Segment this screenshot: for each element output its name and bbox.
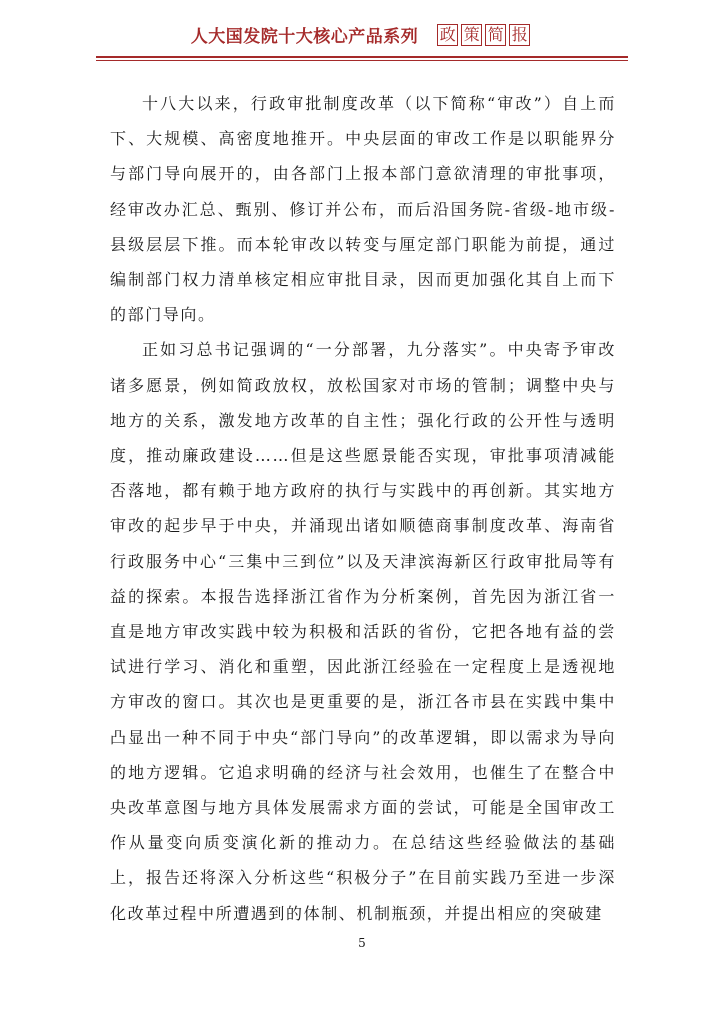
header-rule-thick <box>96 56 628 58</box>
paragraph: 正如习总书记强调的“一分部署，九分落实”。中央寄予审改诸多愿景，例如简政放权，放松国家对市场的管制；调整中央与地方的关系，激发地方改革的自主性；强化行政的公开性与透明度，推动廉政建设……但是这些愿景能否实现，审批事项清减能否落地，都有赖于地方政府的执行与实践中的再创新。其实地方审改的起步早于中央，并涌现出诸如顺德商事制度改革、海南省行政服务中心“三集中三到位”以及天津滨海新区行政审批局等有益的探索。本报告选择浙江省作为分析案例，首先因为浙江省一直是地方审改实践中较为积极和活跃的省份，它把各地有益的尝试进行学习、消化和重塑，因此浙江经验在一定程度上是透视地方审改的窗口。其次也是更重要的是，浙江各市县在实践中集中凸显出一种不同于中央“部门导向”的改革逻辑，即以需求为导向的地方逻辑。它追求明确的经济与社会效用，也催生了在整合中央改革意图与地方具体发展需求方面的尝试，可能是全国审改工作从量变向质变演化新的推动力。在总结这些经验做法的基础上，报告还将深入分析这些“积极分子”在目前实践乃至进一步深化改革过程中所遭遇到的体制、机制瓶颈，并提出相应的突破建 <box>110 340 616 923</box>
paragraph: 十八大以来，行政审批制度改革（以下简称“审改”）自上而下、大规模、高密度地推开。中央层面的审改工作是以职能界分与部门导向展开的，由各部门上报本部门意欲清理的审批事项，经审改办汇总、甄别、修订并公布，而后沿国务院-省级-地市级-县级层层下推。而本轮审改以转变与厘定部门职能为前提，通过编制部门权力清单核定相应审批目录，因而更加强化其自上而下的部门导向。 <box>110 94 616 325</box>
page-header <box>0 22 724 56</box>
header-rule-thin <box>96 60 628 61</box>
series-title: 人大国发院十大核心产品系列 <box>190 27 419 47</box>
brand-char: 报 <box>509 24 530 46</box>
article-body <box>110 86 616 931</box>
brand-char: 简 <box>485 24 506 46</box>
brand-mark <box>437 24 533 46</box>
brand-char: 政 <box>437 24 458 46</box>
brand-char: 策 <box>461 24 482 46</box>
page-number: 5 <box>358 936 366 950</box>
